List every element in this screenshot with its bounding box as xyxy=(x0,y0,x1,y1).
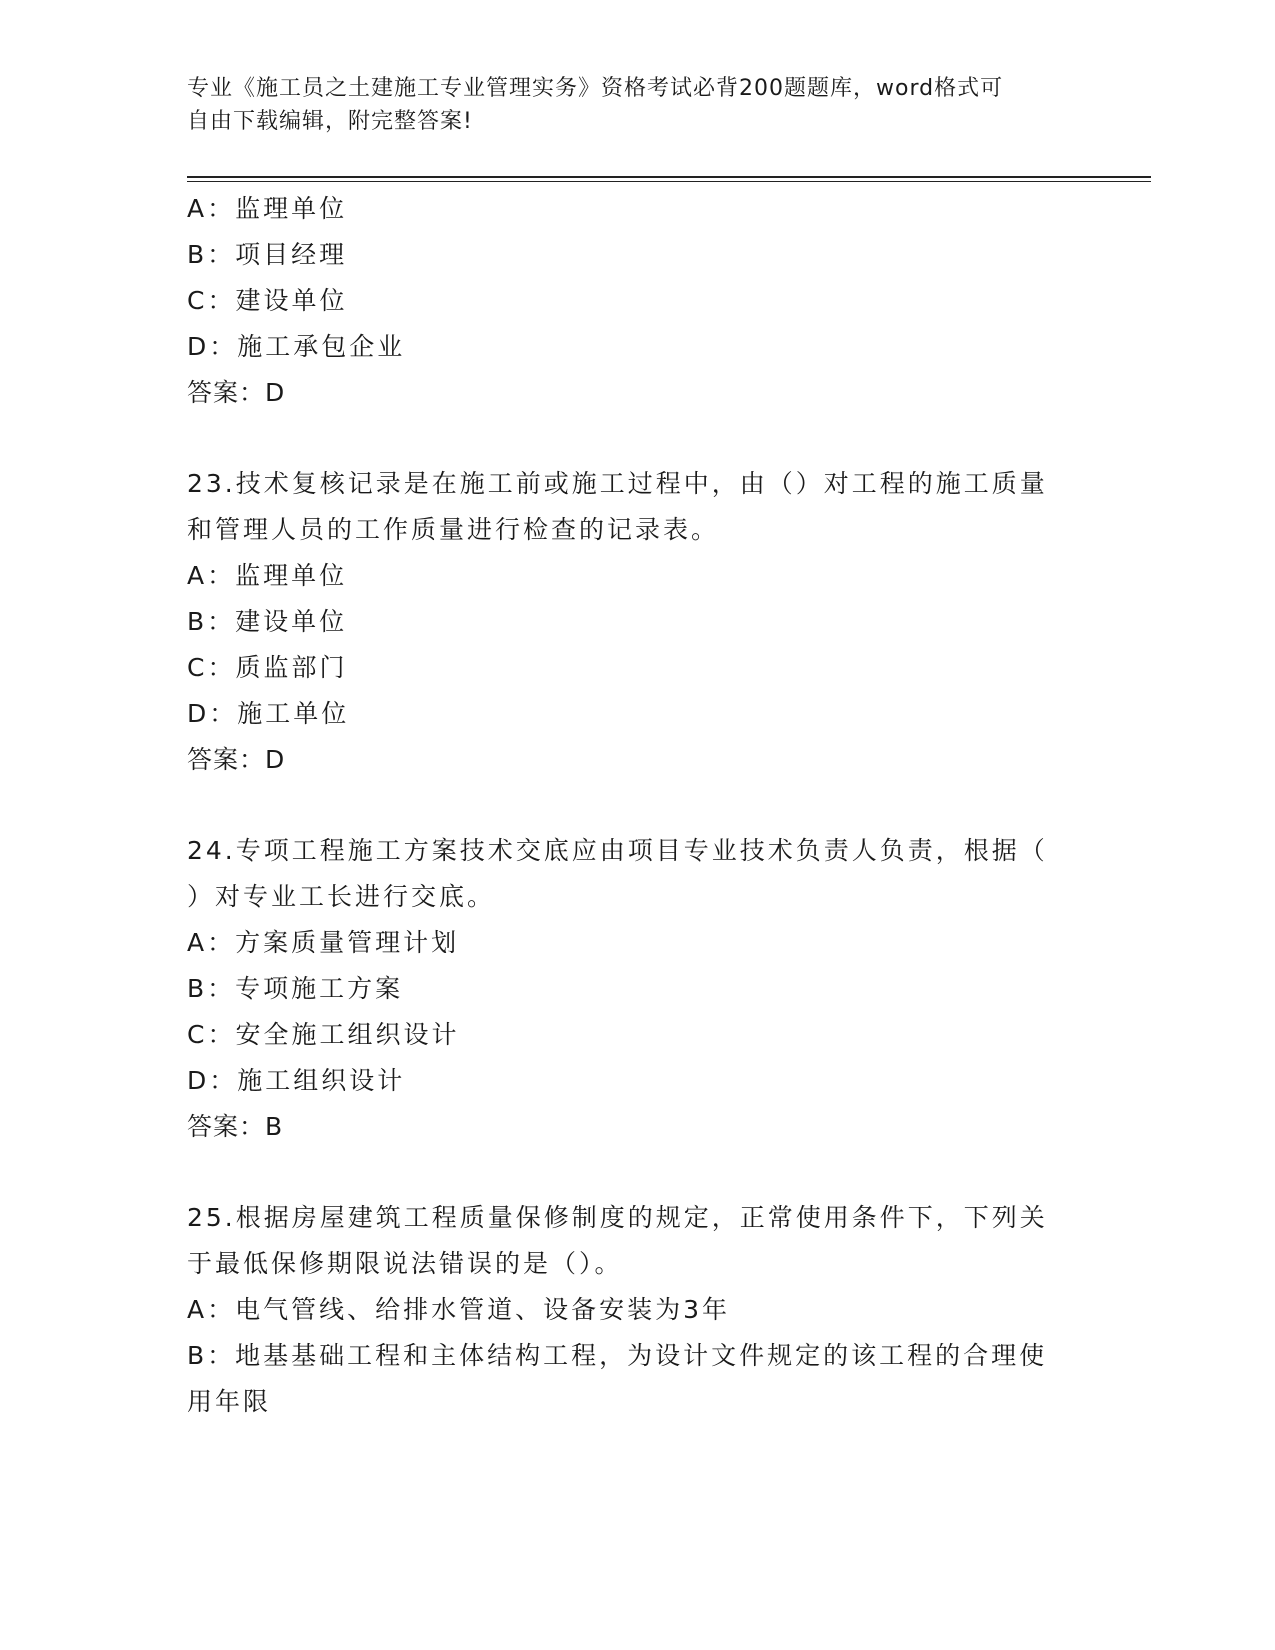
question-25 xyxy=(187,1195,1067,1425)
option-a: A：监理单位 xyxy=(187,194,348,223)
question-24 xyxy=(187,828,1067,1150)
option-c: C：质监部门 xyxy=(187,653,348,682)
option-b: B：专项施工方案 xyxy=(187,974,404,1003)
option-d: D：施工组织设计 xyxy=(187,1066,406,1095)
header-divider-thin xyxy=(187,181,1151,182)
question-text-line: 23.技术复核记录是在施工前或施工过程中，由（）对工程的施工质量 xyxy=(187,469,1048,498)
header-line-2: 自由下载编辑，附完整答案! xyxy=(187,109,473,134)
option-a: A：方案质量管理计划 xyxy=(187,928,460,957)
header-line-1: 专业《施工员之土建施工专业管理实务》资格考试必背200题题库，word格式可 xyxy=(187,76,1004,101)
header-divider-thick xyxy=(187,176,1151,178)
option-a: A：电气管线、给排水管道、设备安装为3年 xyxy=(187,1295,731,1324)
question-text-line: 于最低保修期限说法错误的是（）。 xyxy=(187,1249,623,1278)
question-text-line: 和管理人员的工作质量进行检查的记录表。 xyxy=(187,515,720,544)
option-b: B：项目经理 xyxy=(187,240,348,269)
option-b-continued: 用年限 xyxy=(187,1387,272,1416)
answer: 答案：B xyxy=(187,1112,284,1141)
question-23 xyxy=(187,461,1067,783)
question-text-line: 24.专项工程施工方案技术交底应由项目专业技术负责人负责，根据（ xyxy=(187,836,1048,865)
answer: 答案：D xyxy=(187,745,286,774)
question-22-partial xyxy=(187,186,1067,416)
option-d: D：施工单位 xyxy=(187,699,350,728)
option-a: A：监理单位 xyxy=(187,561,348,590)
question-list xyxy=(187,186,1067,1425)
question-text-line: ）对专业工长进行交底。 xyxy=(187,882,496,911)
question-text-line: 25.根据房屋建筑工程质量保修制度的规定，正常使用条件下，下列关 xyxy=(187,1203,1048,1232)
option-c: C：建设单位 xyxy=(187,286,348,315)
option-c: C：安全施工组织设计 xyxy=(187,1020,460,1049)
option-b: B：建设单位 xyxy=(187,607,348,636)
document-header xyxy=(187,72,1067,138)
option-d: D：施工承包企业 xyxy=(187,332,406,361)
answer: 答案：D xyxy=(187,378,286,407)
option-b: B：地基基础工程和主体结构工程，为设计文件规定的该工程的合理使 xyxy=(187,1341,1048,1370)
